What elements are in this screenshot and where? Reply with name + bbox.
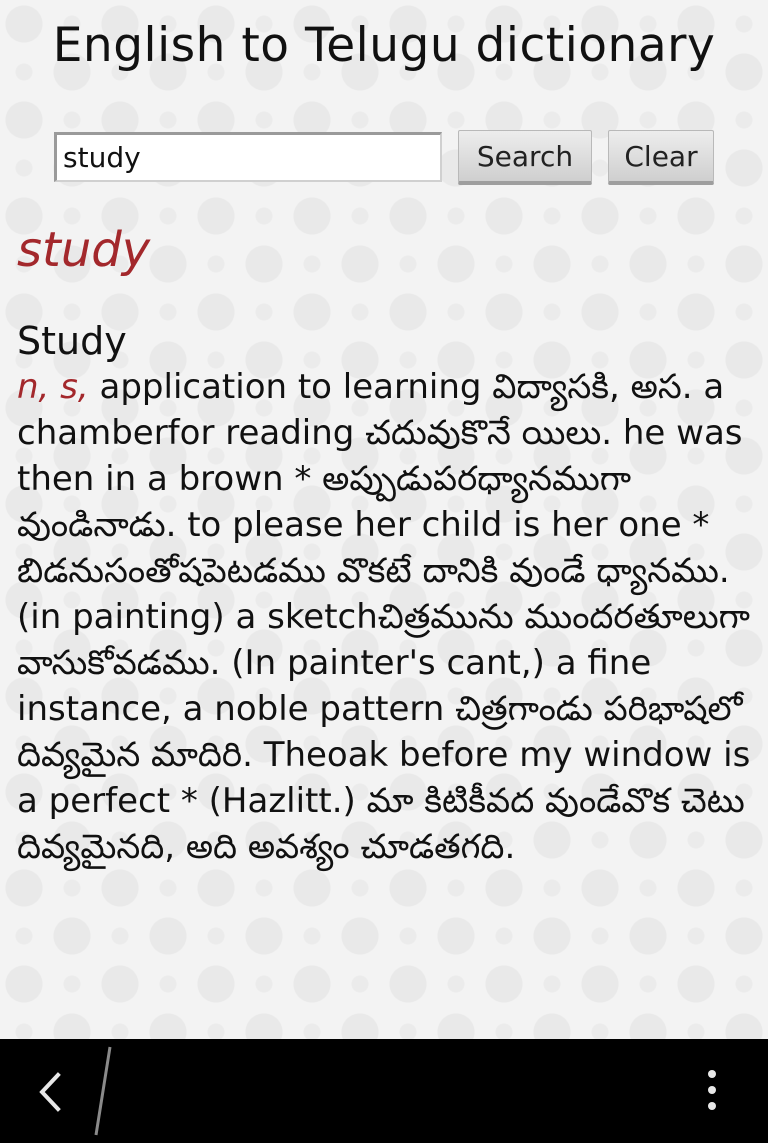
page-title: English to Telugu dictionary	[52, 18, 716, 73]
search-input[interactable]	[54, 132, 442, 182]
search-button[interactable]: Search	[458, 130, 592, 185]
clear-button[interactable]: Clear	[608, 130, 714, 185]
back-arrow-icon[interactable]	[30, 1069, 70, 1115]
part-of-speech: n, s,	[17, 367, 89, 407]
overflow-menu-icon[interactable]	[694, 1068, 730, 1112]
definition-text: application to learning విద్యాసకి, అస. a chamberfor reading చదువుకొనే యిలు. he was then in a brown * అప్పుడుపరధ్యానముగా వుండినాడు. to please her child is her one * బిడనుసంతోషపెటడము వొకటే దానికి వుండే ధ్యానము. (in painting) a sketchచిత్రమును ముందరతూలుగా వాసుకోవడము. (In painter's cant,) a fine instance, a noble pattern చిత్రగాండు పరిభాషలో దివ్యమైన మాదిరి. Theoak before my window is a perfect * (Hazlitt.) మా కిటికీవద వుండేవొక చెటు దివ్యమైనది, అది అవశ్యం చూడతగది.	[17, 367, 751, 867]
navbar-divider	[88, 1045, 118, 1137]
headword: Study	[17, 319, 127, 363]
result-word: study	[17, 222, 151, 278]
definition-entry	[17, 318, 762, 870]
